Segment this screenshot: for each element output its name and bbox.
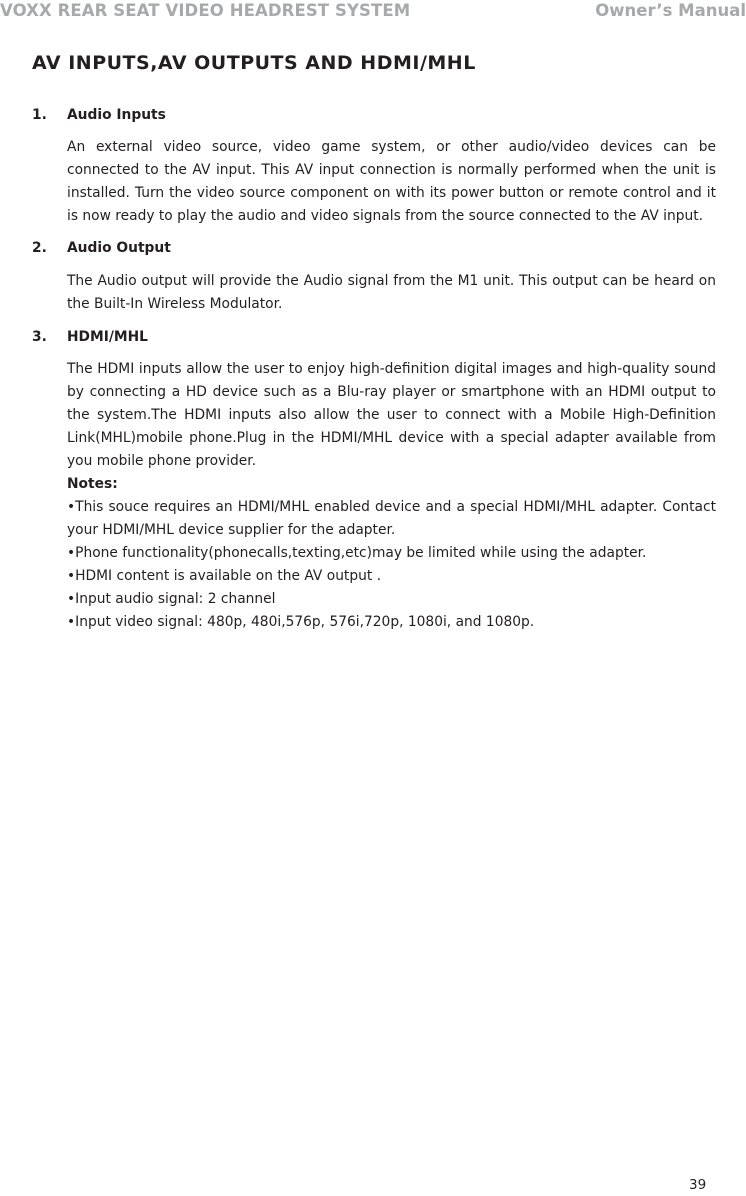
item-heading-audio-inputs	[32, 104, 716, 127]
item-label: Audio Output	[67, 240, 171, 256]
note-item: •Phone functionality(phonecalls,texting,etc)may be limited while using the adapter.	[67, 545, 647, 561]
notes-label: Notes:	[67, 476, 118, 492]
audio-inputs-paragraph: An external video source, video game system, or other audio/video devices can be connected to the AV input. This AV input connection is normally performed when the unit is installed. Turn the video source component on with its power button or remote control and it is now ready to play the audio and video signals from the source connected to the AV input.	[67, 139, 716, 224]
manual-content	[32, 104, 716, 634]
item-number: 2.	[32, 240, 47, 256]
note-item: •HDMI content is available on the AV output .	[67, 568, 382, 584]
header-manual-label: Owner’s Manual	[595, 1, 746, 20]
header-product-title: VOXX REAR SEAT VIDEO HEADREST SYSTEM	[0, 1, 411, 20]
item-heading-audio-output	[32, 237, 716, 260]
item-number: 1.	[32, 107, 47, 123]
note-item: •Input video signal: 480p, 480i,576p, 576i,720p, 1080i, and 1080p.	[67, 614, 535, 630]
note-item: •Input audio signal: 2 channel	[67, 591, 276, 607]
item-heading-hdmi-mhl	[32, 326, 716, 349]
page-number: 39	[689, 1177, 707, 1193]
item-number: 3.	[32, 329, 47, 345]
item-label: Audio Inputs	[67, 107, 166, 123]
audio-output-paragraph: The Audio output will provide the Audio signal from the M1 unit. This output can be heard on the Built-In Wireless Modulator.	[67, 273, 716, 312]
section-title: AV INPUTS,AV OUTPUTS AND HDMI/MHL	[32, 52, 476, 74]
page-header	[0, 0, 746, 22]
item-label: HDMI/MHL	[67, 329, 148, 345]
note-item: •This souce requires an HDMI/MHL enabled device and a special HDMI/MHL adapter. Contact your HDMI/MHL device supplier for the adapter.	[67, 499, 716, 538]
hdmi-mhl-paragraph: The HDMI inputs allow the user to enjoy high-definition digital images and high-quality sound by connecting a HD device such as a Blu-ray player or smartphone with an HDMI output to the system.The HDMI inputs also allow the user to connect with a Mobile High-Definition Link(MHL)mobile phone.Plug in the HDMI/MHL device with a special adapter available from you mobile phone provider.	[67, 361, 716, 469]
